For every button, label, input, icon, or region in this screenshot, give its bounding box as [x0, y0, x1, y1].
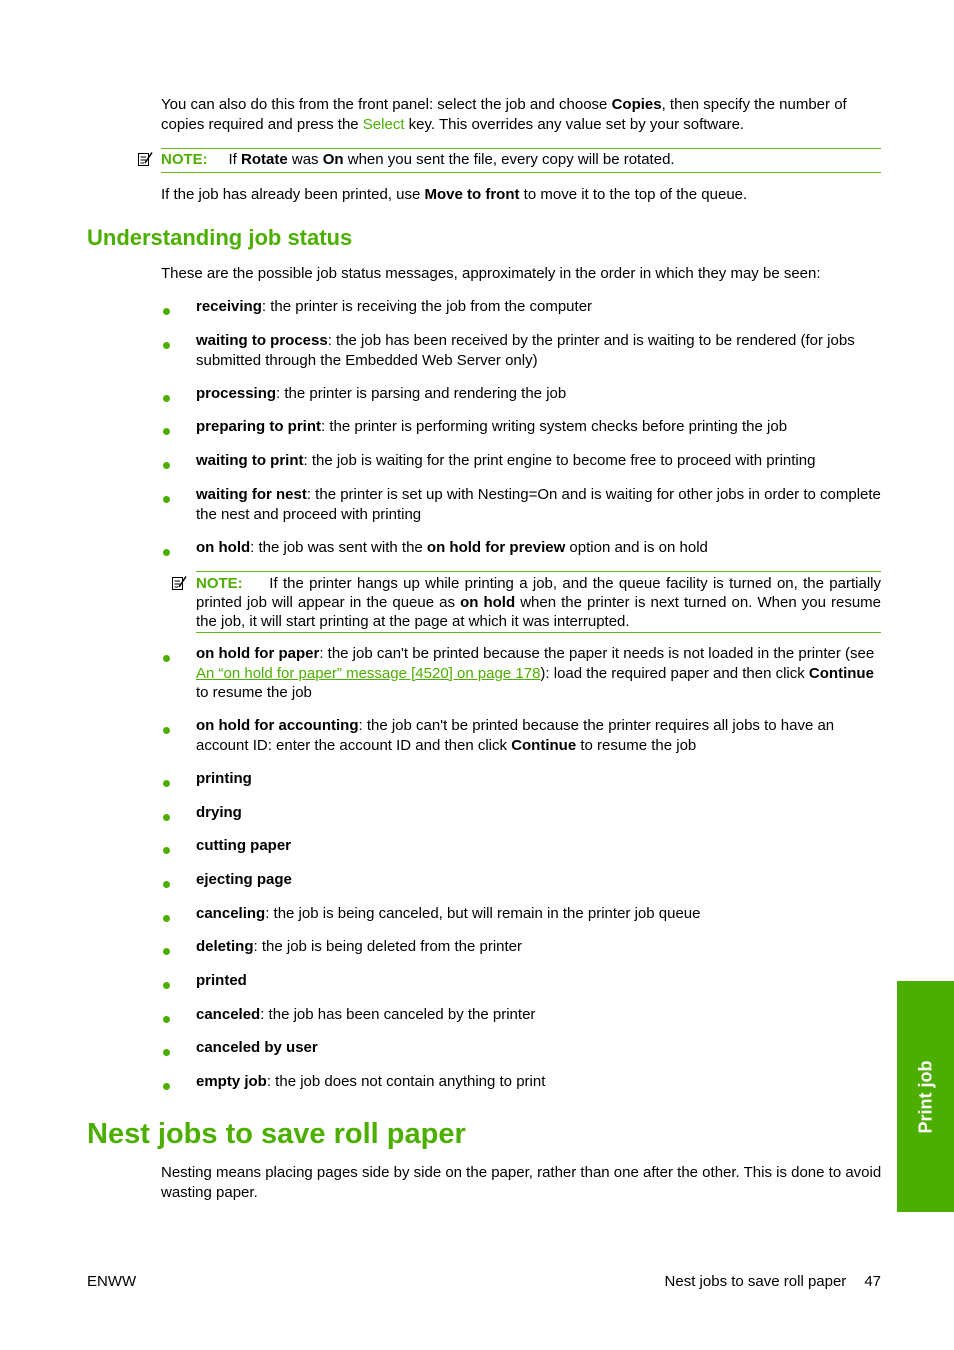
list-item: ejecting page [196, 871, 292, 888]
bullet-icon [163, 780, 170, 787]
bullet-icon [163, 308, 170, 315]
list-item: drying [196, 804, 242, 821]
nesting-paragraph: Nesting means placing pages side by side on the paper, rather than one after the other. This is done to avoid wasting paper. [161, 1164, 882, 1201]
bullet-icon [163, 655, 170, 662]
bullet-icon [163, 727, 170, 734]
bullet-icon [163, 982, 170, 989]
page-section-title: Nest jobs to save roll paper [87, 1118, 466, 1150]
chapter-tab [897, 981, 954, 1212]
list-item: preparing to print: the printer is performing writing system checks before printing the job [196, 418, 788, 435]
bullet-icon [163, 881, 170, 888]
bullet-icon [163, 342, 170, 349]
on-hold-for-paper-link[interactable]: An “on hold for paper” message [4520] on page 178 [196, 664, 541, 682]
bullet-icon [163, 395, 170, 402]
bullet-icon [163, 428, 170, 435]
list-item: on hold for paper: the job can't be printed because the paper it needs is not loaded in the printer (see An “on hold for paper” message [4520] on page 178): load the required paper and then click Continue to resume the job [196, 645, 875, 701]
list-item: waiting to process: the job has been received by the printer and is waiting to be rendered (for jobs submitted through the Embedded Web Server only) [196, 332, 855, 369]
list-item: canceled: the job has been canceled by the printer [196, 1006, 536, 1023]
bullet-icon [163, 847, 170, 854]
note-box: NOTE: If Rotate was On when you sent the file, every copy will be rotated. [161, 148, 881, 173]
bullet-icon [163, 915, 170, 922]
footer-title: Nest jobs to save roll paper [664, 1273, 847, 1290]
note-icon [137, 151, 153, 167]
section-heading: Understanding job status [87, 225, 353, 250]
note-label: NOTE: [161, 151, 208, 168]
intro-paragraph: You can also do this from the front panel: select the job and choose Copies, then specify the number of copies required and press the Select key. This overrides any value set by your software. [161, 96, 847, 133]
list-item: receiving: the printer is receiving the job from the computer [196, 298, 593, 315]
list-item: processing: the printer is parsing and rendering the job [196, 385, 567, 402]
select-key-label: Select [362, 115, 405, 133]
bullet-icon [163, 462, 170, 469]
bullet-icon [163, 1016, 170, 1023]
bullet-icon [163, 496, 170, 503]
list-item: waiting for nest: the printer is set up with Nesting=On and is waiting for other jobs in order to complete the nest and proceed with printing [196, 486, 881, 523]
list-item: printing [196, 770, 252, 787]
chapter-tab-label: Print job [914, 1060, 935, 1133]
list-item: printed [196, 972, 247, 989]
list-item: canceled by user [196, 1039, 318, 1056]
note-icon [171, 575, 187, 591]
note-box: NOTE: If the printer hangs up while printing a job, and the queue facility is turned on, the partially printed job will appear in the queue as on hold when the printer is next turned on. When you resume the job, it will start printing at the page at which it was interrupted. [196, 571, 881, 633]
footer-right [665, 1272, 881, 1292]
bullet-icon [163, 549, 170, 556]
list-item: deleting: the job is being deleted from the printer [196, 938, 523, 955]
list-item: empty job: the job does not contain anything to print [196, 1073, 546, 1090]
section-intro: These are the possible job status messages, approximately in the order in which they may be seen: [161, 265, 821, 282]
bullet-icon [163, 948, 170, 955]
list-item: on hold for accounting: the job can't be printed because the printer requires all jobs to have an account ID: enter the account ID and then click Continue to resume the job [196, 717, 835, 754]
page-number: 47 [864, 1273, 881, 1290]
move-to-front-paragraph: If the job has already been printed, use Move to front to move it to the top of the queue. [161, 186, 748, 203]
note-label: NOTE: [196, 575, 243, 592]
list-item: canceling: the job is being canceled, but will remain in the printer job queue [196, 905, 701, 922]
list-item: on hold: the job was sent with the on hold for preview option and is on hold [196, 539, 708, 556]
bullet-icon [163, 814, 170, 821]
list-item: cutting paper [196, 837, 292, 854]
bullet-icon [163, 1083, 170, 1090]
bullet-icon [163, 1049, 170, 1056]
footer-left-text: ENWW [87, 1273, 137, 1290]
list-item: waiting to print: the job is waiting for the print engine to become free to proceed with printing [196, 452, 816, 469]
